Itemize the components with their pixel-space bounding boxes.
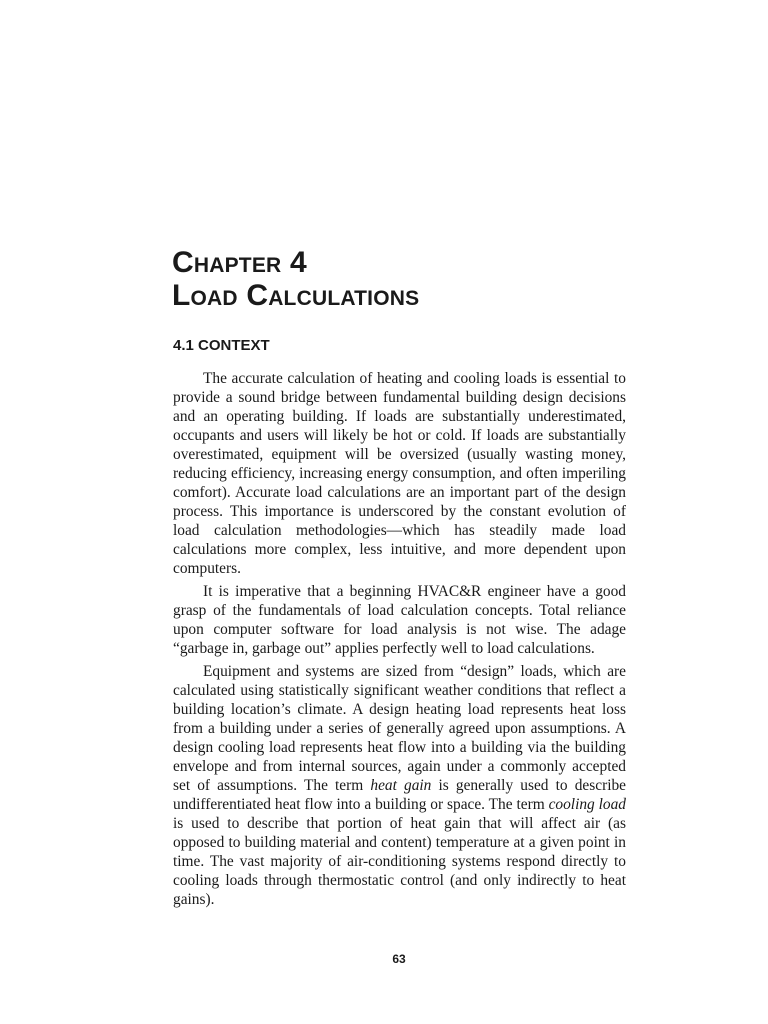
- paragraph-1: The accurate calculation of heating and cooling loads is essential to provide a sound bridge between fundamental building design decisions and an operating building. If loads are substantially underestimated, occupants and users will likely be hot or cold. If loads are substantially overestimated, equipment will be oversized (usually wasting money, reducing efficiency, increasing energy consumption, and often imperiling comfort). Accurate load calculations are an important part of the design process. This importance is underscored by the constant evolution of load calculation methodologies—which has steadily made load calculations more complex, less intuitive, and more dependent upon computers.: [173, 370, 626, 577]
- chapter-name: Load Calculations: [172, 279, 420, 312]
- paragraph-3: [173, 662, 626, 909]
- section-heading: 4.1 CONTEXT: [173, 337, 270, 354]
- chapter-number: Chapter 4: [172, 246, 307, 279]
- term-cooling-load: cooling load: [548, 796, 626, 813]
- body-text: [173, 369, 626, 913]
- paragraph-3-part-1: Equipment and systems are sized from “design” loads, which are calculated using statistically significant weather conditions that reflect a building location’s climate. A design heating load represents heat loss from a building under a series of generally agreed upon assumptions. A design cooling load represents heat flow into a building via the building envelope and from internal sources, again under a commonly accepted set of assumptions. The term: [173, 663, 626, 794]
- paragraph-2: It is imperative that a beginning HVAC&R engineer have a good grasp of the fundamentals of load calculation concepts. Total reliance upon computer software for load analysis is not wise. The adage “garbage in, garbage out” applies perfectly well to load calculations.: [173, 583, 626, 657]
- page-number: 63: [392, 952, 406, 966]
- paragraph-3-part-3: is used to describe that portion of heat gain that will affect air (as opposed to building material and content) temperature at a given point in time. The vast majority of air-conditioning systems respond directly to cooling loads through thermostatic control (and only indirectly to heat gains).: [173, 815, 626, 908]
- term-heat-gain: heat gain: [370, 777, 432, 794]
- chapter-title: [172, 246, 419, 312]
- paragraph-3-part-2: is generally used to describe undifferentiated heat flow into a building or space. The term: [173, 777, 626, 813]
